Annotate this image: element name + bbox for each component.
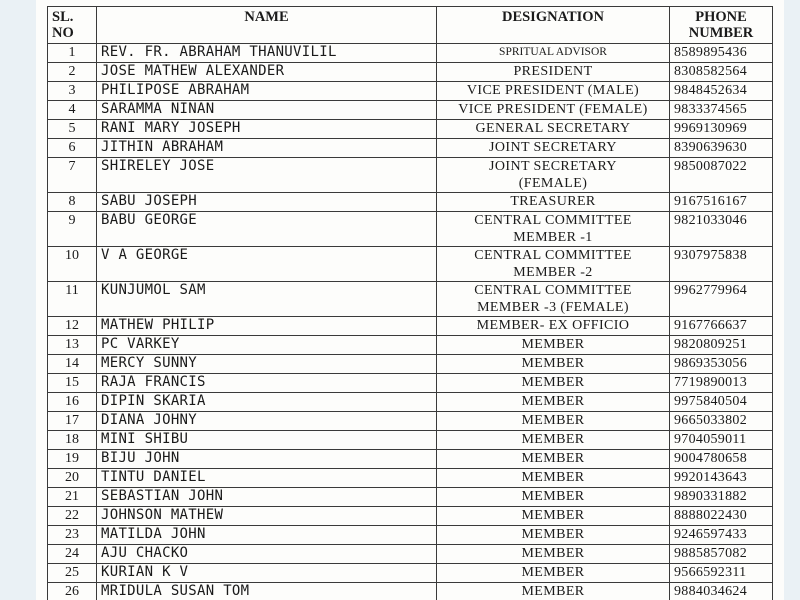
cell-name: BIJU JOHN [97, 450, 437, 469]
cell-sl-no: 19 [48, 450, 97, 469]
cell-sl-no: 15 [48, 374, 97, 393]
cell-designation [437, 393, 670, 412]
cell-sl-no: 22 [48, 507, 97, 526]
cell-designation [437, 488, 670, 507]
cell-sl-no: 6 [48, 139, 97, 158]
cell-phone: 9884034624 [670, 583, 773, 600]
cell-name: V A GEORGE [97, 247, 437, 282]
cell-phone: 7719890013 [670, 374, 773, 393]
table-row [48, 450, 773, 469]
table-row [48, 139, 773, 158]
table-row [48, 247, 773, 282]
cell-name: MINI SHIBU [97, 431, 437, 450]
header-sl-no-line1: SL. [52, 9, 74, 25]
cell-sl-no: 9 [48, 212, 97, 247]
cell-phone: 9665033802 [670, 412, 773, 431]
cell-phone: 8390639630 [670, 139, 773, 158]
table-row [48, 120, 773, 139]
designation-line: MEMBER -2 [513, 265, 593, 280]
table-row [48, 355, 773, 374]
table-row [48, 393, 773, 412]
designation-line: VICE PRESIDENT (MALE) [466, 83, 640, 98]
table-body [48, 44, 773, 600]
document-page [36, 0, 784, 600]
designation-line: PRESIDENT [513, 64, 593, 79]
cell-phone: 9885857082 [670, 545, 773, 564]
designation-line: MEMBER [521, 451, 585, 466]
table-row [48, 282, 773, 317]
designation-line: VICE PRESIDENT (FEMALE) [458, 102, 648, 117]
cell-sl-no: 17 [48, 412, 97, 431]
cell-name: PC VARKEY [97, 336, 437, 355]
designation-line: GENERAL SECRETARY [475, 121, 631, 136]
cell-designation [437, 158, 670, 193]
cell-phone: 9890331882 [670, 488, 773, 507]
designation-line: MEMBER [521, 356, 585, 371]
cell-designation [437, 317, 670, 336]
cell-designation [437, 82, 670, 101]
designation-line: CENTRAL COMMITTEE [474, 248, 632, 263]
header-sl-no [48, 7, 97, 44]
table-row [48, 526, 773, 545]
designation-line: MEMBER [521, 470, 585, 485]
cell-sl-no: 2 [48, 63, 97, 82]
table-row [48, 374, 773, 393]
cell-phone: 9004780658 [670, 450, 773, 469]
cell-designation [437, 336, 670, 355]
members-table [47, 6, 773, 600]
cell-phone: 9167516167 [670, 193, 773, 212]
cell-sl-no: 7 [48, 158, 97, 193]
table-row [48, 336, 773, 355]
table-row [48, 507, 773, 526]
designation-line: TREASURER [510, 194, 596, 209]
cell-phone: 9962779964 [670, 282, 773, 317]
cell-designation [437, 120, 670, 139]
cell-phone: 9246597433 [670, 526, 773, 545]
header-designation: DESIGNATION [437, 7, 670, 44]
cell-sl-no: 5 [48, 120, 97, 139]
cell-phone: 9821033046 [670, 212, 773, 247]
designation-line: MEMBER [521, 546, 585, 561]
cell-sl-no: 24 [48, 545, 97, 564]
cell-sl-no: 25 [48, 564, 97, 583]
cell-sl-no: 8 [48, 193, 97, 212]
cell-name: TINTU DANIEL [97, 469, 437, 488]
cell-name: AJU CHACKO [97, 545, 437, 564]
cell-designation [437, 412, 670, 431]
designation-line: CENTRAL COMMITTEE [474, 213, 632, 228]
header-phone-line2: NUMBER [688, 25, 754, 41]
cell-designation [437, 212, 670, 247]
cell-phone: 9704059011 [670, 431, 773, 450]
designation-line: MEMBER- EX OFFICIO [476, 318, 630, 333]
cell-phone: 8888022430 [670, 507, 773, 526]
table-header-row [48, 7, 773, 44]
cell-designation [437, 450, 670, 469]
header-phone [670, 7, 773, 44]
designation-line: JOINT SECRETARY [489, 159, 617, 174]
cell-sl-no: 4 [48, 101, 97, 120]
cell-designation [437, 374, 670, 393]
cell-phone: 9975840504 [670, 393, 773, 412]
table-row [48, 488, 773, 507]
table-row [48, 469, 773, 488]
table-row [48, 212, 773, 247]
cell-sl-no: 20 [48, 469, 97, 488]
cell-sl-no: 10 [48, 247, 97, 282]
cell-sl-no: 3 [48, 82, 97, 101]
table-row [48, 158, 773, 193]
table-row [48, 583, 773, 600]
cell-name: SABU JOSEPH [97, 193, 437, 212]
designation-line: MEMBER [521, 337, 585, 352]
cell-designation [437, 193, 670, 212]
cell-name: BABU GEORGE [97, 212, 437, 247]
cell-sl-no: 18 [48, 431, 97, 450]
cell-name: JOHNSON MATHEW [97, 507, 437, 526]
designation-line: MEMBER [521, 565, 585, 580]
cell-designation [437, 564, 670, 583]
cell-designation [437, 355, 670, 374]
designation-line: (FEMALE) [518, 176, 588, 191]
cell-phone: 9920143643 [670, 469, 773, 488]
cell-designation [437, 247, 670, 282]
cell-designation [437, 545, 670, 564]
table-row [48, 431, 773, 450]
designation-line: MEMBER -1 [513, 230, 593, 245]
cell-designation [437, 583, 670, 600]
designation-line: CENTRAL COMMITTEE [474, 283, 632, 298]
cell-designation [437, 431, 670, 450]
designation-line: MEMBER [521, 489, 585, 504]
cell-designation [437, 526, 670, 545]
cell-designation [437, 139, 670, 158]
cell-sl-no: 14 [48, 355, 97, 374]
table-row [48, 44, 773, 63]
cell-sl-no: 11 [48, 282, 97, 317]
cell-name: SHIRELEY JOSE [97, 158, 437, 193]
cell-phone: 8308582564 [670, 63, 773, 82]
cell-phone: 9869353056 [670, 355, 773, 374]
designation-line: MEMBER [521, 508, 585, 523]
cell-name: MATILDA JOHN [97, 526, 437, 545]
cell-phone: 9167766637 [670, 317, 773, 336]
cell-phone: 9566592311 [670, 564, 773, 583]
designation-line: MEMBER -3 (FEMALE) [477, 300, 629, 315]
cell-designation [437, 44, 670, 63]
cell-phone: 8589895436 [670, 44, 773, 63]
table-row [48, 193, 773, 212]
cell-name: JITHIN ABRAHAM [97, 139, 437, 158]
header-sl-no-line2: NO [52, 25, 74, 41]
cell-phone: 9969130969 [670, 120, 773, 139]
header-phone-line1: PHONE [695, 9, 747, 25]
cell-phone: 9307975838 [670, 247, 773, 282]
cell-sl-no: 23 [48, 526, 97, 545]
cell-phone: 9833374565 [670, 101, 773, 120]
cell-name: MERCY SUNNY [97, 355, 437, 374]
table-row [48, 412, 773, 431]
cell-sl-no: 26 [48, 583, 97, 600]
cell-designation [437, 63, 670, 82]
designation-line: SPRITUAL ADVISOR [499, 46, 607, 58]
cell-name: REV. FR. ABRAHAM THANUVILIL [97, 44, 437, 63]
cell-sl-no: 1 [48, 44, 97, 63]
cell-sl-no: 13 [48, 336, 97, 355]
cell-name: MATHEW PHILIP [97, 317, 437, 336]
table-row [48, 63, 773, 82]
cell-sl-no: 16 [48, 393, 97, 412]
cell-name: PHILIPOSE ABRAHAM [97, 82, 437, 101]
designation-line: MEMBER [521, 432, 585, 447]
cell-phone: 9848452634 [670, 82, 773, 101]
table-row [48, 545, 773, 564]
designation-line: MEMBER [521, 527, 585, 542]
cell-name: MRIDULA SUSAN TOM [97, 583, 437, 600]
designation-line: JOINT SECRETARY [489, 140, 617, 155]
cell-name: DIPIN SKARIA [97, 393, 437, 412]
cell-name: SEBASTIAN JOHN [97, 488, 437, 507]
cell-name: DIANA JOHNY [97, 412, 437, 431]
cell-name: RAJA FRANCIS [97, 374, 437, 393]
table-row [48, 564, 773, 583]
header-name: NAME [97, 7, 437, 44]
cell-phone: 9850087022 [670, 158, 773, 193]
cell-designation [437, 101, 670, 120]
table-row [48, 82, 773, 101]
cell-designation [437, 282, 670, 317]
cell-name: SARAMMA NINAN [97, 101, 437, 120]
cell-phone: 9820809251 [670, 336, 773, 355]
cell-sl-no: 12 [48, 317, 97, 336]
table-row [48, 101, 773, 120]
designation-line: MEMBER [521, 394, 585, 409]
cell-name: RANI MARY JOSEPH [97, 120, 437, 139]
designation-line: MEMBER [521, 413, 585, 428]
designation-line: MEMBER [521, 375, 585, 390]
cell-designation [437, 507, 670, 526]
cell-name: JOSE MATHEW ALEXANDER [97, 63, 437, 82]
cell-name: KUNJUMOL SAM [97, 282, 437, 317]
cell-designation [437, 469, 670, 488]
table-row [48, 317, 773, 336]
designation-line: MEMBER [521, 584, 585, 599]
cell-name: KURIAN K V [97, 564, 437, 583]
cell-sl-no: 21 [48, 488, 97, 507]
